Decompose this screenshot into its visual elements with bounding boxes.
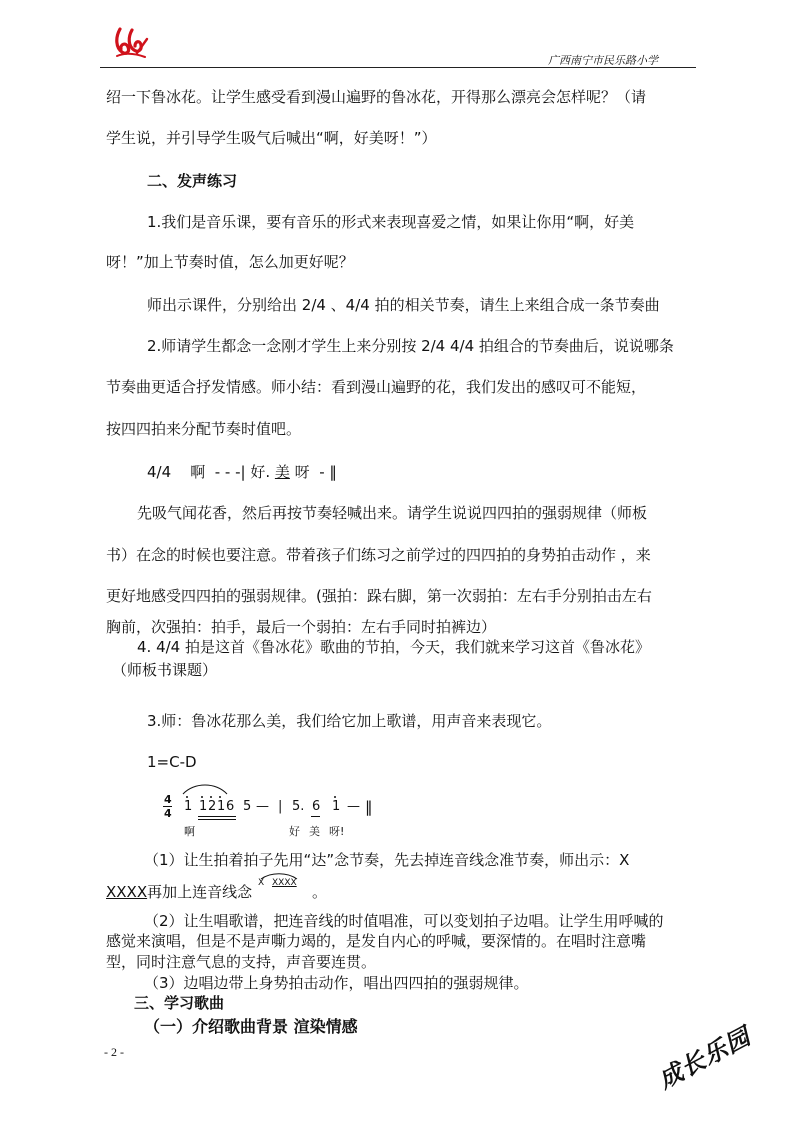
slur-symbol-xxxx: XXXX <box>272 878 297 888</box>
lyric-1: 啊 <box>184 825 195 838</box>
para-4-line-2: 节奏曲更适合抒发情感。师小结：看到漫山遍野的花，我们发出的感叹可不能短， <box>106 378 647 396</box>
para-6-line-1: 4. 4/4 拍是这首《鲁冰花》歌曲的节拍，今天，我们就来学习这首《鲁冰花》 <box>137 638 650 656</box>
dash-2: — <box>347 799 360 814</box>
note-7: 5. <box>292 799 305 814</box>
note-4-dot <box>219 796 221 798</box>
note-2-dot <box>201 796 203 798</box>
slur-symbol-x: X <box>258 878 265 888</box>
header-divider <box>100 67 696 68</box>
note-9-dot <box>334 796 336 798</box>
para-4-line-3: 按四四拍来分配节奏时值吧。 <box>106 420 302 438</box>
step-1-mid: 再加上连音线念 <box>147 883 253 901</box>
time-sig-top: 4 <box>164 793 172 806</box>
para-1-line-2: 学生说，并引导学生吸气后喊出“啊，好美呀！”） <box>106 129 437 147</box>
note-8-beam <box>311 816 320 817</box>
note-4: 1 <box>217 799 226 814</box>
time-sig-bottom: 4 <box>164 807 172 820</box>
school-logo <box>112 26 152 62</box>
section-2-heading: 二、发声练习 <box>147 172 238 190</box>
barline-1: | <box>278 799 283 814</box>
para-5-line-1: 先吸气闻花香，然后再按节奏轻喊出来。请学生说说四四拍的强弱规律（师板 <box>137 504 648 522</box>
para-3: 师出示课件，分别给出 2/4 、4/4 拍的相关节奏，请生上来组合成一条节奏曲 <box>147 296 660 314</box>
note-1: 1 <box>184 799 193 814</box>
key-signature: 1=C-D <box>147 753 197 771</box>
beam-1 <box>198 816 236 817</box>
note-5: 6 <box>226 799 235 814</box>
note-2: 1 <box>199 799 208 814</box>
para-7: 3.师：鲁冰花那么美，我们给它加上歌谱，用声音来表现它。 <box>147 712 552 730</box>
section-3-heading: 三、学习歌曲 <box>134 994 225 1012</box>
score-notation <box>160 782 390 840</box>
note-6: 5 <box>243 799 252 814</box>
para-2-line-2: 呀！”加上节奏时值，怎么加更好呢？ <box>106 253 354 271</box>
rhythm-post: 呀 - ‖ <box>289 463 337 481</box>
step-1-line-1: （1）让生拍着拍子先用“达”念节奏，先去掉连音线念准节奏，师出示：X <box>144 851 630 869</box>
slur-symbol <box>258 872 300 894</box>
step-2-line-2: 感觉来演唱，但是不是声嘶力竭的，是发自内心的呼喊，要深情的。在唱时注意嘴 <box>106 932 647 950</box>
para-5-line-2: 书）在念的时候也要注意。带着孩子们练习之前学过的四四拍的身势拍击动作 ，来 <box>106 546 651 564</box>
rhythm-mei: 美 <box>274 463 290 481</box>
para-2-line-1: 1.我们是音乐课，要有音乐的形式来表现喜爱之情，如果让你用“啊，好美 <box>147 213 635 231</box>
step-2-line-3: 型，同时注意气息的支持，声音要连贯。 <box>106 953 377 971</box>
para-5-line-3: 更好地感受四四拍的强弱规律。(强拍：跺右脚，第一次弱拍：左右手分别拍击左右 <box>106 587 652 605</box>
para-4-line-1: 2.师请学生都念一念刚才学生上来分别按 2/4 4/4 拍组合的节奏曲后，说说哪条 <box>147 337 674 355</box>
lyric-4: 呀! <box>329 825 345 838</box>
step-1-end: 。 <box>312 883 328 901</box>
para-6-line-2: （师板书课题） <box>112 661 218 679</box>
step-1-xxxx: XXXX <box>106 883 148 901</box>
rhythm-line <box>147 461 337 482</box>
dash-1: — <box>256 799 269 814</box>
watermark-stamp: 成长乐园 <box>653 1021 756 1095</box>
subsection-1-heading: （一）介绍歌曲背景 渲染情感 <box>144 1017 358 1036</box>
lyric-2: 好 <box>289 825 300 838</box>
score-slur <box>180 782 230 796</box>
note-3-dot <box>210 796 212 798</box>
para-1-line-1: 绍一下鲁冰花。让学生感受看到漫山遍野的鲁冰花，开得那么漂亮会怎样呢？（请 <box>106 88 647 106</box>
note-3: 2 <box>208 799 217 814</box>
note-1-dot <box>186 796 188 798</box>
note-8: 6 <box>312 799 321 814</box>
para-5-line-4: 胸前，次强拍：拍手，最后一个弱拍：左右手同时拍裤边） <box>106 618 497 636</box>
step-2-line-1: （2）让生唱歌谱，把连音线的时值唱准，可以变划拍子边唱。让学生用呼喊的 <box>144 912 664 930</box>
header-school-name: 广西南宁市民乐路小学 <box>548 54 658 67</box>
rhythm-pre: 4/4 啊 - - -| 好. <box>147 463 275 481</box>
step-3: （3）边唱边带上身势拍击动作，唱出四四拍的强弱规律。 <box>144 974 529 992</box>
lyric-3: 美 <box>309 825 320 838</box>
page-number: - 2 - <box>104 1045 124 1059</box>
beam-2 <box>198 819 236 820</box>
step-1-line-2 <box>106 881 252 902</box>
note-9: 1 <box>332 799 341 814</box>
end-barline: ‖ <box>365 798 373 816</box>
